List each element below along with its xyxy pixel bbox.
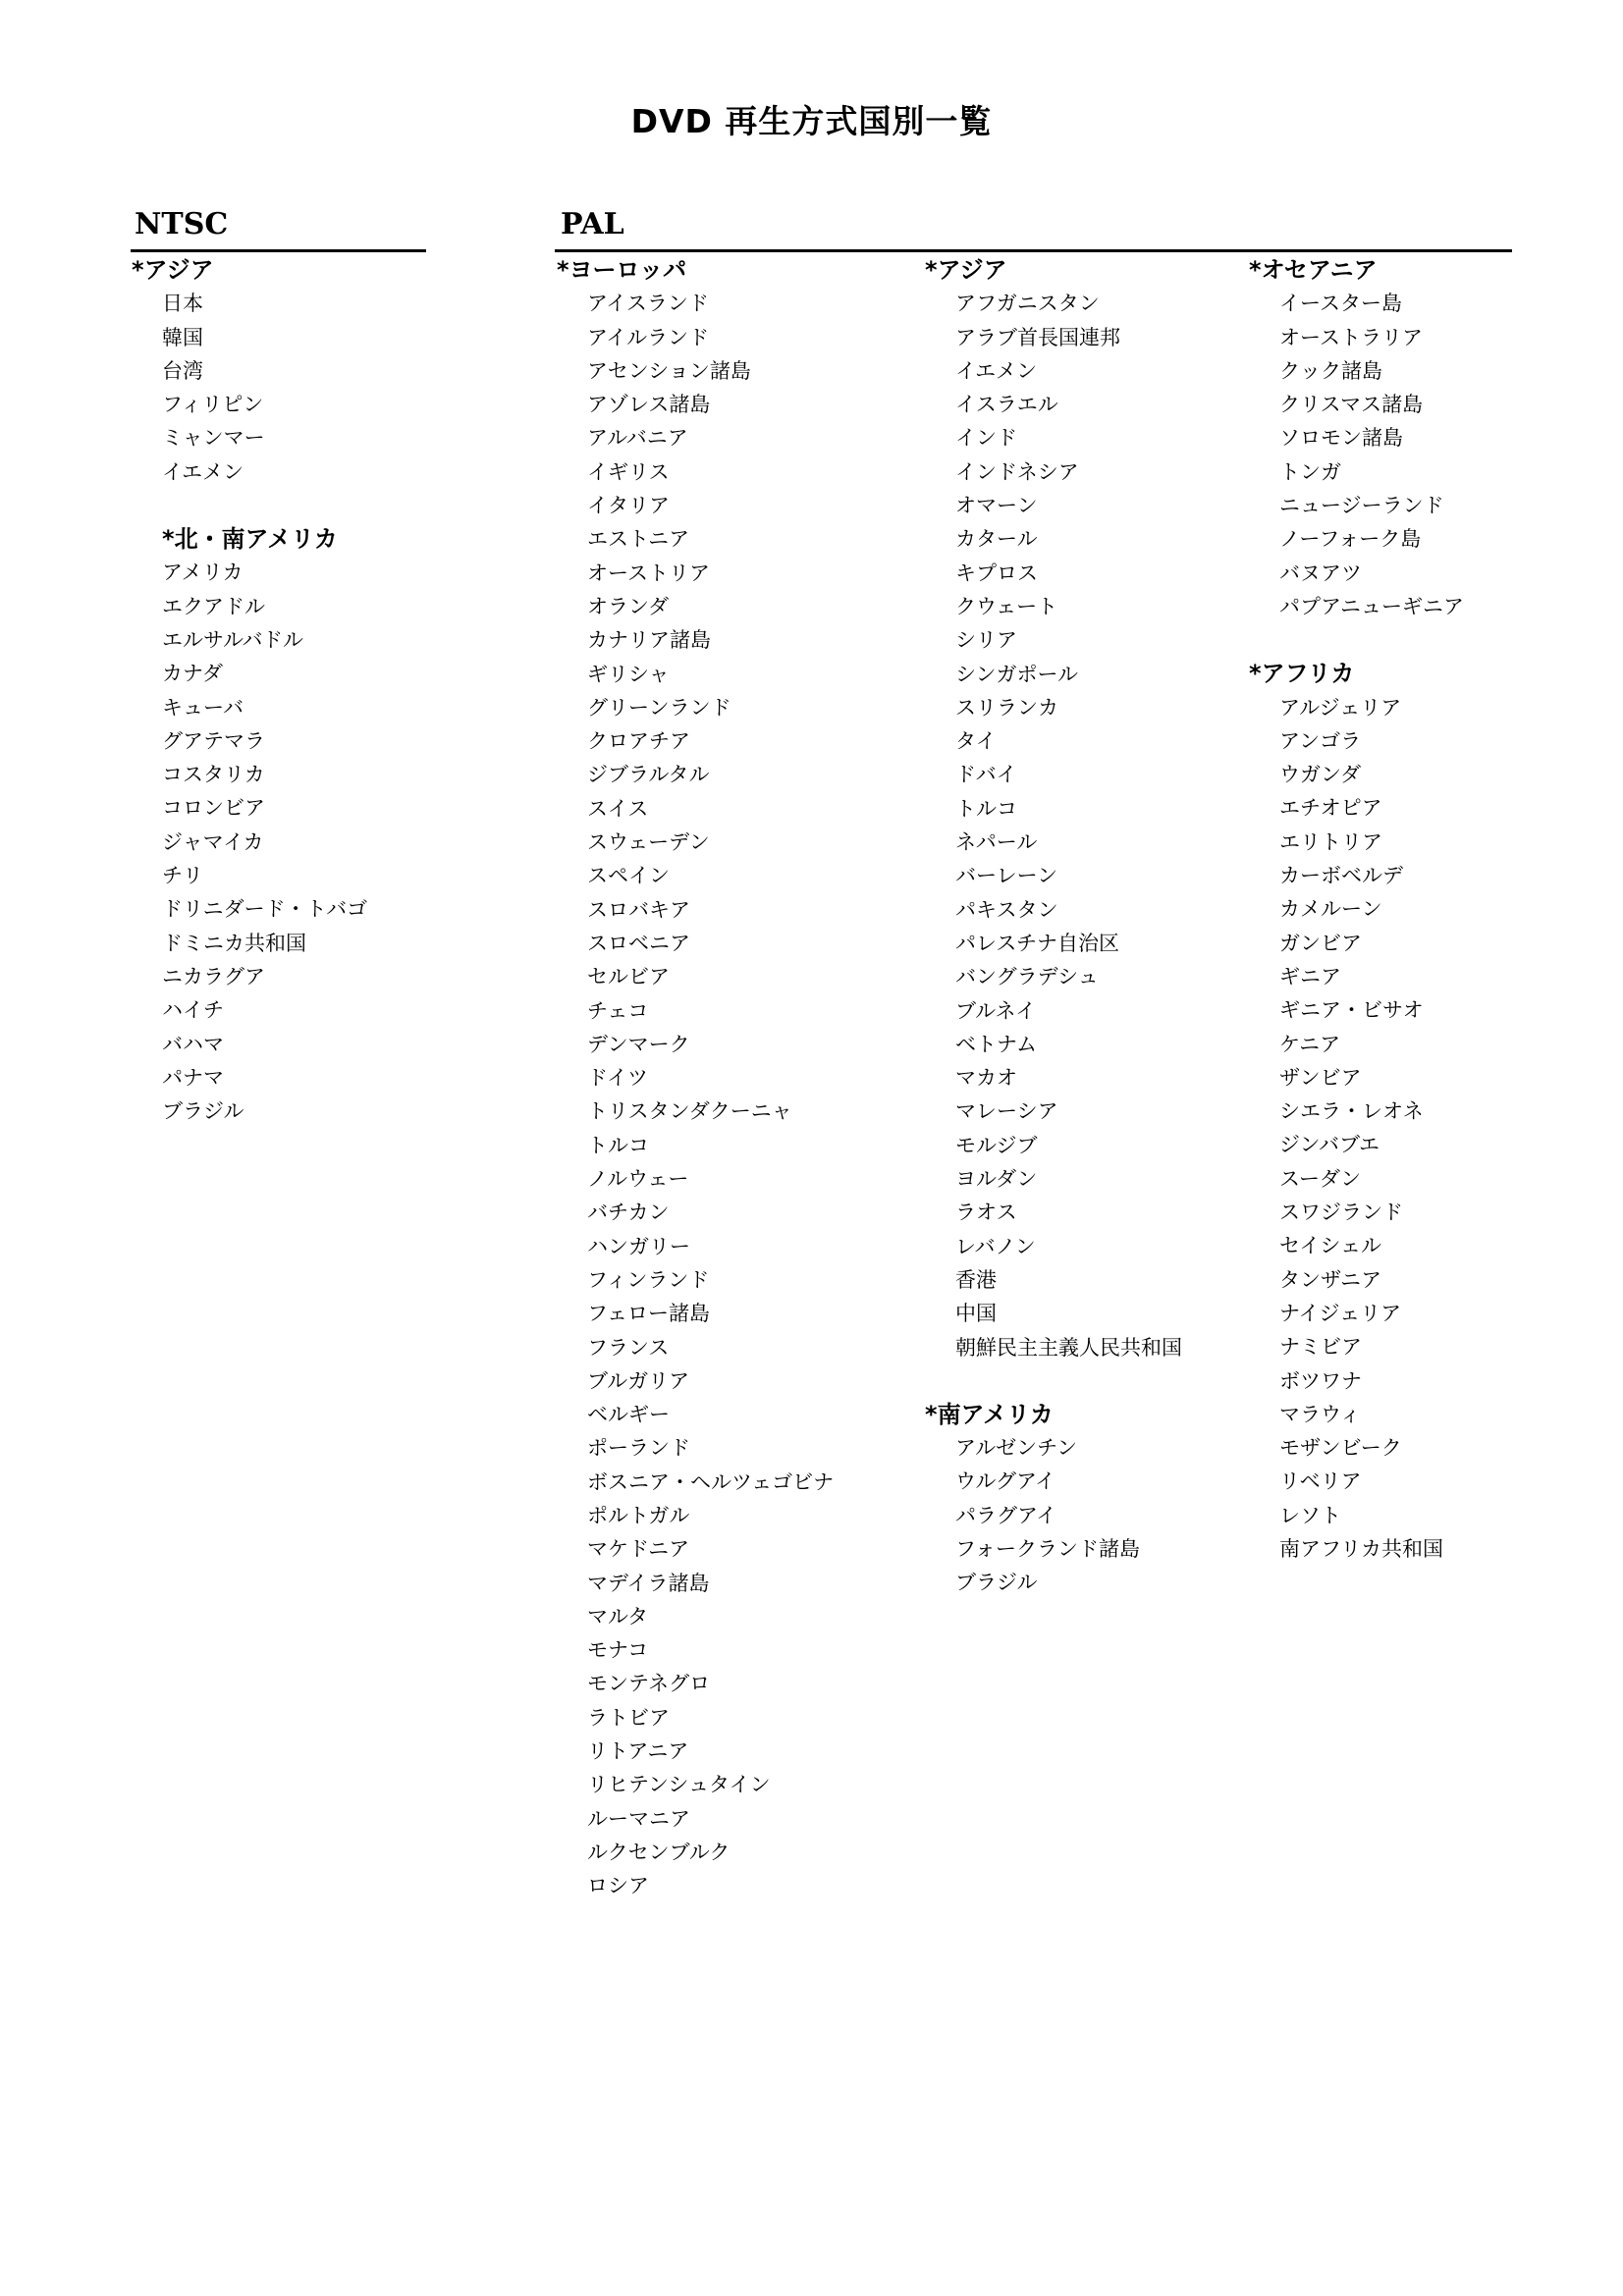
country-item: ノーフォーク島 xyxy=(1279,527,1422,552)
country-item: イタリア xyxy=(587,494,670,518)
country-item: マカオ xyxy=(955,1066,1017,1091)
country-item: バチカン xyxy=(587,1201,670,1225)
country-item: ブラジル xyxy=(955,1571,1038,1595)
country-item: スリランカ xyxy=(955,695,1058,720)
country-item: フィンランド xyxy=(587,1267,710,1292)
region-block xyxy=(132,253,485,489)
country-item: パナマ xyxy=(162,1065,224,1090)
country-item: ロシア xyxy=(587,1874,649,1898)
country-item: パプアニューギニア xyxy=(1279,594,1464,618)
country-item: カナリア諸島 xyxy=(587,628,711,653)
country-item: スロベニア xyxy=(587,931,690,955)
country-item: クウェート xyxy=(955,594,1058,618)
region-heading xyxy=(132,253,485,287)
country-item: エクアドル xyxy=(162,594,265,618)
country-item: イスラエル xyxy=(955,393,1058,417)
country-item: マラウィ xyxy=(1279,1402,1361,1426)
ntsc-column xyxy=(132,253,485,1161)
country-item: マレーシア xyxy=(955,1099,1058,1124)
country-item: デンマーク xyxy=(587,1032,690,1056)
country-item: エルサルバドル xyxy=(162,627,304,652)
region-block xyxy=(925,1398,1239,1600)
country-item: グリーンランド xyxy=(587,695,731,720)
country-item: ミャンマー xyxy=(162,426,265,451)
country-item: シリア xyxy=(955,628,1017,653)
country-item: ドイツ xyxy=(587,1066,648,1091)
country-item: アセンション諸島 xyxy=(587,358,751,383)
country-item: モザンビーク xyxy=(1279,1436,1402,1461)
country-item: セイシェル xyxy=(1279,1234,1381,1258)
country-item: スワジランド xyxy=(1279,1201,1403,1225)
country-item: シンガポール xyxy=(955,662,1079,686)
country-item: ヨルダン xyxy=(955,1167,1038,1192)
country-item: ザンビア xyxy=(1279,1065,1362,1090)
country-item: グアテマラ xyxy=(162,728,265,753)
country-item: カメルーン xyxy=(1279,897,1382,922)
country-item: リヒテンシュタイン xyxy=(587,1773,771,1797)
country-item: フォークランド諸島 xyxy=(955,1536,1140,1561)
country-item: ナミビア xyxy=(1279,1335,1362,1360)
country-item: コスタリカ xyxy=(162,763,265,787)
country-item: クック諸島 xyxy=(1279,358,1382,383)
region-name: オセアニア xyxy=(1261,256,1378,284)
country-item: マケドニア xyxy=(587,1537,690,1562)
region-star-icon: * xyxy=(925,1400,938,1428)
region-name: アジア xyxy=(143,256,214,284)
country-item: アゾレス諸島 xyxy=(587,393,711,417)
country-item: ドバイ xyxy=(955,763,1017,787)
country-item: アイスランド xyxy=(587,292,709,316)
country-item: バヌアツ xyxy=(1279,561,1362,585)
country-item: キューバ xyxy=(162,695,243,720)
country-item: パレスチナ自治区 xyxy=(955,931,1119,955)
country-item: チェコ xyxy=(587,998,649,1023)
country-item: ベトナム xyxy=(955,1032,1037,1056)
country-item: バハマ xyxy=(162,1032,224,1056)
country-item: ドリニダード・トバゴ xyxy=(162,897,368,922)
country-item: ソロモン諸島 xyxy=(1279,426,1403,451)
country-item: イエメン xyxy=(955,358,1038,383)
country-item: ノルウェー xyxy=(587,1167,689,1192)
country-item: インド xyxy=(955,426,1017,451)
region-heading xyxy=(132,522,485,556)
region-name: 南アメリカ xyxy=(937,1400,1054,1428)
country-item: カタール xyxy=(955,527,1038,552)
country-item: チリ xyxy=(162,864,203,888)
country-item: ブラジル xyxy=(162,1099,244,1124)
country-item: モンテネグロ xyxy=(587,1672,711,1696)
region-heading xyxy=(557,253,910,287)
region-block xyxy=(557,253,910,1903)
region-heading xyxy=(1249,253,1543,287)
country-item: ボツワナ xyxy=(1279,1368,1362,1393)
country-item: コロンビア xyxy=(162,796,265,821)
country-item: ボスニア・ヘルツェゴビナ xyxy=(587,1469,835,1494)
region-name: アフリカ xyxy=(1261,660,1355,688)
page-title: DVD 再生方式国別一覧 xyxy=(630,102,993,140)
country-item: ブルガリア xyxy=(587,1368,690,1393)
country-item: スウェーデン xyxy=(587,830,710,855)
country-item: ニュージーランド xyxy=(1279,494,1444,518)
country-item: ギニア xyxy=(1279,964,1341,988)
country-item: フェロー諸島 xyxy=(587,1302,710,1326)
pal-heading: PAL xyxy=(561,207,624,241)
country-item: セルビア xyxy=(587,965,670,989)
country-item: ハイチ xyxy=(162,998,224,1023)
country-item: 香港 xyxy=(955,1267,997,1292)
country-item: イースター島 xyxy=(1279,292,1402,316)
country-item: フランス xyxy=(587,1335,670,1360)
country-item: パラグアイ xyxy=(955,1503,1057,1527)
country-item: カーボベルデ xyxy=(1279,864,1403,888)
pal-column-europe xyxy=(557,253,910,1937)
country-item: タンザニア xyxy=(1279,1267,1382,1292)
country-item: ルーマニア xyxy=(587,1806,690,1831)
country-item: ナイジェリア xyxy=(1279,1301,1402,1325)
country-item: リトアニア xyxy=(587,1739,689,1764)
country-item: ベルギー xyxy=(587,1403,670,1427)
country-item: フィリピン xyxy=(162,393,264,417)
pal-divider xyxy=(555,249,1512,252)
country-item: 日本 xyxy=(162,292,203,316)
country-item: レソト xyxy=(1279,1503,1341,1527)
ntsc-heading: NTSC xyxy=(135,207,229,241)
country-item: アンゴラ xyxy=(1279,728,1362,753)
region-name: ヨーロッパ xyxy=(568,256,687,284)
region-star-icon: * xyxy=(132,256,144,284)
country-item: カナダ xyxy=(162,662,223,686)
country-item: アルジェリア xyxy=(1279,695,1402,720)
country-item: ポルトガル xyxy=(587,1503,690,1527)
region-block xyxy=(1249,253,1543,623)
country-item: 朝鮮民主主義人民共和国 xyxy=(955,1335,1182,1360)
country-item: イエメン xyxy=(162,459,244,484)
country-item: シエラ・レオネ xyxy=(1279,1099,1424,1124)
pal-column-oceania xyxy=(1249,253,1543,1599)
region-block xyxy=(1249,657,1543,1566)
country-item: スイス xyxy=(587,796,649,821)
country-item: 中国 xyxy=(955,1302,997,1326)
country-item: アルゼンチン xyxy=(955,1436,1078,1461)
country-item: ブルネイ xyxy=(955,998,1037,1023)
country-item: スペイン xyxy=(587,864,670,888)
country-item: クリスマス諸島 xyxy=(1279,393,1424,417)
country-item: クロアチア xyxy=(587,729,690,754)
region-heading xyxy=(925,1398,1239,1431)
country-item: ルクセンブルク xyxy=(587,1840,730,1864)
region-heading xyxy=(1249,657,1543,690)
country-item: 南アフリカ共和国 xyxy=(1279,1536,1443,1561)
region-star-icon: * xyxy=(162,525,175,554)
country-item: マルタ xyxy=(587,1604,649,1629)
country-item: ジブラルタル xyxy=(587,763,710,787)
country-item: ラオス xyxy=(955,1201,1017,1225)
country-item: 韓国 xyxy=(162,325,203,349)
country-item: バーレーン xyxy=(955,864,1058,888)
region-heading xyxy=(925,253,1239,287)
country-item: アフガニスタン xyxy=(955,292,1100,316)
country-item: アルバニア xyxy=(587,426,688,451)
pal-column-asia xyxy=(925,253,1239,1633)
country-item: 台湾 xyxy=(162,358,203,383)
country-item: ジンバブエ xyxy=(1279,1133,1380,1157)
country-item: バングラデシュ xyxy=(955,965,1099,989)
country-item: タイ xyxy=(955,729,997,754)
country-item: パキスタン xyxy=(955,897,1058,922)
country-item: オマーン xyxy=(955,494,1038,518)
country-item: トルコ xyxy=(955,796,1017,821)
country-item: アメリカ xyxy=(162,561,243,585)
country-item: キプロス xyxy=(955,561,1038,585)
country-item: ハンガリー xyxy=(587,1234,690,1258)
country-item: オーストリア xyxy=(587,561,710,585)
country-item: ウガンダ xyxy=(1279,763,1362,787)
country-item: レバノン xyxy=(955,1234,1036,1258)
region-star-icon: * xyxy=(557,256,569,284)
country-item: ラトビア xyxy=(587,1705,670,1730)
country-item: ギニア・ビサオ xyxy=(1279,998,1424,1023)
country-item: ポーランド xyxy=(587,1436,690,1461)
region-block xyxy=(132,522,485,1128)
country-item: オーストラリア xyxy=(1279,325,1423,349)
region-star-icon: * xyxy=(925,256,938,284)
country-item: リベリア xyxy=(1279,1469,1362,1494)
country-item: ドミニカ共和国 xyxy=(162,931,306,955)
region-name: 北・南アメリカ xyxy=(174,525,338,554)
region-name: アジア xyxy=(937,256,1007,284)
region-star-icon: * xyxy=(1249,660,1262,688)
country-item: スロバキア xyxy=(587,897,690,922)
ntsc-divider xyxy=(131,249,426,252)
country-item: アイルランド xyxy=(587,325,710,349)
country-item: モナコ xyxy=(587,1638,649,1663)
country-item: スーダン xyxy=(1279,1166,1362,1191)
country-item: インドネシア xyxy=(955,459,1079,484)
country-item: ギリシャ xyxy=(587,662,670,686)
country-item: アラブ首長国連邦 xyxy=(955,325,1120,349)
country-item: ケニア xyxy=(1279,1032,1341,1056)
country-item: オランダ xyxy=(587,594,670,618)
country-item: マデイラ諸島 xyxy=(587,1571,710,1595)
country-item: ジャマイカ xyxy=(162,829,264,854)
country-item: ネパール xyxy=(955,830,1038,855)
country-item: ガンビア xyxy=(1279,931,1362,955)
country-item: トンガ xyxy=(1279,459,1341,484)
country-item: エストニア xyxy=(587,527,690,552)
region-star-icon: * xyxy=(1249,256,1262,284)
country-item: ニカラグア xyxy=(162,964,265,988)
country-item: ウルグアイ xyxy=(955,1469,1056,1494)
country-item: トリスタンダクーニャ xyxy=(587,1099,792,1124)
country-item: トルコ xyxy=(587,1133,649,1157)
country-item: モルジブ xyxy=(955,1133,1038,1157)
country-item: エリトリア xyxy=(1279,829,1382,854)
country-item: イギリス xyxy=(587,459,670,484)
country-item: エチオピア xyxy=(1279,796,1382,821)
region-block xyxy=(925,253,1239,1364)
